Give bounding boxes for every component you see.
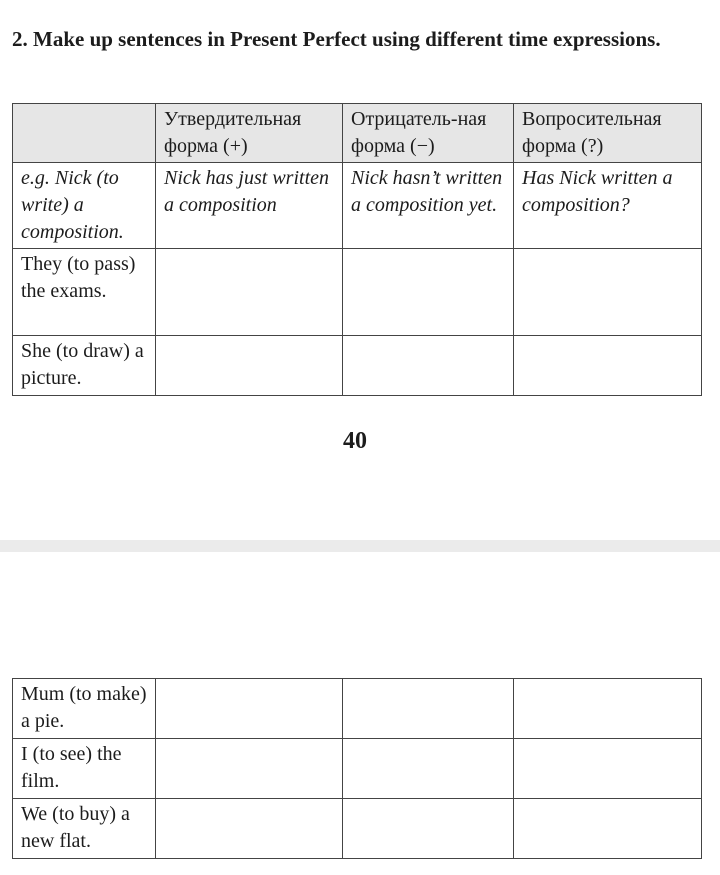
answer-cell-negative[interactable] (343, 679, 514, 739)
table-row (13, 679, 702, 739)
answer-cell-negative[interactable] (343, 336, 514, 396)
header-empty (13, 104, 156, 163)
row-prompt: I (to see) the film. (13, 739, 156, 799)
row-prompt: Mum (to make) a pie. (13, 679, 156, 739)
answer-cell-negative[interactable] (343, 739, 514, 799)
answer-cell-question[interactable] (514, 739, 702, 799)
row-prompt: We (to buy) a new flat. (13, 799, 156, 859)
exercise-table-continued (12, 678, 702, 859)
row-prompt: They (to pass) the exams. (13, 249, 156, 336)
answer-cell-affirmative[interactable] (156, 336, 343, 396)
exercise-table (12, 103, 702, 396)
answer-cell-negative[interactable] (343, 249, 514, 336)
example-prompt: e.g. Nick (to write) a composition. (13, 163, 156, 249)
table-row (13, 739, 702, 799)
task-instruction: 2. Make up sentences in Present Perfect using different time expressions. (12, 27, 661, 51)
page-separator (0, 540, 720, 552)
example-negative: Nick hasn’t written a composition yet. (343, 163, 514, 249)
answer-cell-negative[interactable] (343, 799, 514, 859)
table-header-row (13, 104, 702, 163)
header-affirmative: Утвердительная форма (+) (156, 104, 343, 163)
header-question: Вопросительная форма (?) (514, 104, 702, 163)
answer-cell-affirmative[interactable] (156, 679, 343, 739)
row-prompt: She (to draw) a picture. (13, 336, 156, 396)
answer-cell-affirmative[interactable] (156, 249, 343, 336)
answer-cell-affirmative[interactable] (156, 739, 343, 799)
table-row (13, 799, 702, 859)
answer-cell-question[interactable] (514, 336, 702, 396)
page-number: 40 (343, 428, 367, 454)
answer-cell-question[interactable] (514, 799, 702, 859)
table-row (13, 336, 702, 396)
example-question: Has Nick written a composition? (514, 163, 702, 249)
table-row (13, 249, 702, 336)
header-negative: Отрицатель-ная форма (−) (343, 104, 514, 163)
answer-cell-affirmative[interactable] (156, 799, 343, 859)
answer-cell-question[interactable] (514, 679, 702, 739)
answer-cell-question[interactable] (514, 249, 702, 336)
example-affirmative: Nick has just written a composition (156, 163, 343, 249)
example-row (13, 163, 702, 249)
